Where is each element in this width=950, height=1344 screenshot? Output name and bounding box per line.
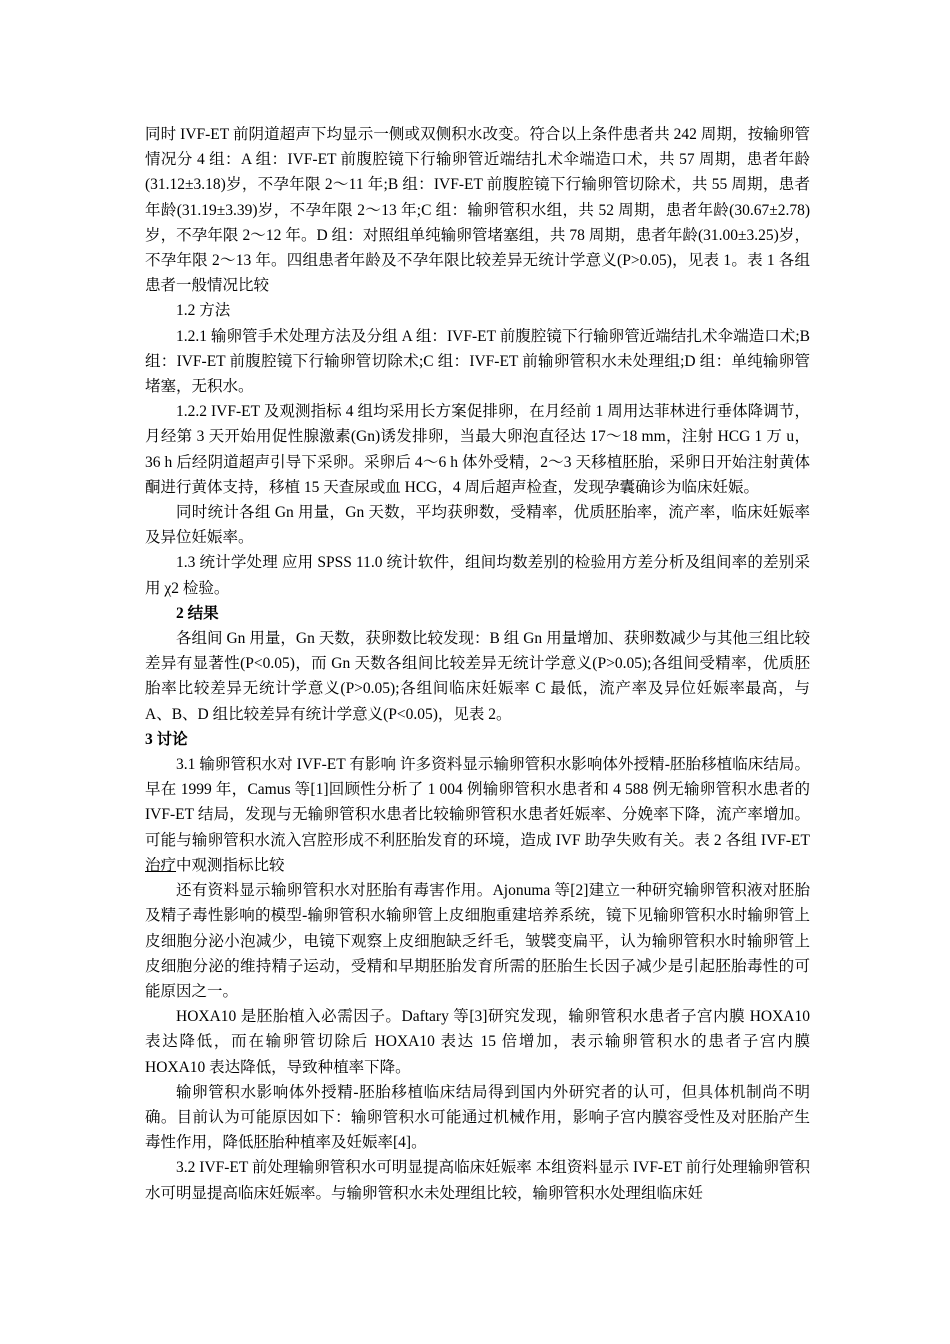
- paragraph-discussion-3-1-text: 3.1 输卵管积水对 IVF-ET 有影响 许多资料显示输卵管积水影响体外授精-胚胎移植临床结局。早在 1999 年，Camus 等[1]回顾性分析了 1 004 例输卵管积水患者和 4 588 例无输卵管积水患者的 IVF-ET 结局，发现与无输卵管积水患者比较输卵管积水患者妊娠率、分娩率下降，流产率增加。可能与输卵管积水流入宫腔形成不利胚胎发育的环境，造成 IVF 助孕失败有关。表 2 各组 IVF-ET: [145, 756, 810, 849]
- paragraph-statistics-items: 同时统计各组 Gn 用量，Gn 天数，平均获卵数，受精率，优质胚胎率，流产率，临床妊娠率及异位妊娠率。: [145, 504, 810, 547]
- treatment-link[interactable]: 治疗: [145, 856, 177, 874]
- section-heading-results: 2 结果: [176, 604, 219, 622]
- paragraph-embryo-toxicity: 还有资料显示输卵管积水对胚胎有毒害作用。Ajonuma 等[2]建立一种研究输卵管积液对胚胎及精子毒性影响的模型-输卵管积水输卵管上皮细胞重建培养系统，镜下见输卵管积水时输卵管上皮细胞分泌小泡减少，电镜下观察上皮细胞缺乏纤毛，皱襞变扁平，认为输卵管积水时输卵管上皮细胞分泌的维持精子运动，受精和早期胚胎发育所需的胚胎生长因子减少是引起胚胎毒性的可能原因之一。: [145, 882, 810, 1000]
- paragraph-results: 各组间 Gn 用量，Gn 天数，获卵数比较发现：B 组 Gn 用量增加、获卵数减少与其他三组比较差异有显著性(P<0.05)，而 Gn 天数各组间比较差异无统计学意义(P>0.05);各组间受精率，优质胚胎率比较差异无统计学意义(P>0.05);各组间临床妊娠率 C 最低，流产率及异位妊娠率最高，与 A、B、D 组比较差异有统计学意义(P<0.05)，见表 2。: [145, 630, 810, 723]
- paragraph-mechanism: 输卵管积水影响体外授精-胚胎移植临床结局得到国内外研究者的认可，但具体机制尚不明确。目前认为可能原因如下：输卵管积水可能通过机械作用，影响子宫内膜容受性及对胚胎产生毒性作用，降低胚胎种植率及妊娠率[4]。: [145, 1083, 810, 1152]
- section-heading-discussion: 3 讨论: [145, 730, 188, 748]
- paragraph-subjects: 同时 IVF-ET 前阴道超声下均显示一侧或双侧积水改变。符合以上条件患者共 242 周期，按输卵管情况分 4 组：A 组：IVF-ET 前腹腔镜下行输卵管近端结扎术伞端造口术，共 57 周期，患者年龄(31.12±3.18)岁，不孕年限 2～11 年;B 组：IVF-ET 前腹腔镜下行输卵管切除术，共 55 周期，患者年龄(31.19±3.39)岁，不孕年限 2～13 年;C 组：输卵管积水组，共 52 周期，患者年龄(30.67±2.78)岁，不孕年限 2～12 年。D 组：对照组单纯输卵管堵塞组，共 78 周期，患者年龄(31.00±3.25)岁，不孕年限 2～13 年。四组患者年龄及不孕年限比较差异无统计学意义(P>0.05)，见表 1。表 1 各组患者一般情况比较: [145, 126, 810, 295]
- paragraph-discussion-3-2: 3.2 IVF-ET 前处理输卵管积水可明显提高临床妊娠率 本组资料显示 IVF-ET 前行处理输卵管积水可明显提高临床妊娠率。与输卵管积水未处理组比较，输卵管积水处理组临床妊: [145, 1159, 810, 1202]
- paragraph-surgery-groups: 1.2.1 输卵管手术处理方法及分组 A 组：IVF-ET 前腹腔镜下行输卵管近端结扎术伞端造口术;B 组：IVF-ET 前腹腔镜下行输卵管切除术;C 组：IVF-ET 前输卵管积水未处理组;D 组：单纯输卵管堵塞，无积水。: [145, 327, 810, 396]
- table-2-caption-tail: 中观测指标比较: [176, 856, 285, 874]
- section-heading-methods: 1.2 方法: [176, 302, 231, 320]
- document-page: [145, 122, 810, 1206]
- paragraph-hoxa10: HOXA10 是胚胎植入必需因子。Daftary 等[3]研究发现，输卵管积水患者子宫内膜 HOXA10 表达降低，而在输卵管切除后 HOXA10 表达 15 倍增加，表示输卵管积水的患者子宫内膜 HOXA10 表达降低，导致种植率下降。: [145, 1008, 810, 1076]
- paragraph-statistical-method: 1.3 统计学处理 应用 SPSS 11.0 统计软件，组间均数差别的检验用方差分析及组间率的差别采用 χ2 检验。: [145, 554, 810, 597]
- paragraph-discussion-3-1: [145, 752, 810, 878]
- paragraph-ivf-indicators: 1.2.2 IVF-ET 及观测指标 4 组均采用长方案促排卵，在月经前 1 周用达菲林进行垂体降调节，月经第 3 天开始用促性腺激素(Gn)诱发排卵，当最大卵泡直径达 17～18 mm，注射 HCG 1 万 u，36 h 后经阴道超声引导下采卵。采卵后 4～6 h 体外受精，2～3 天移植胚胎，采卵日开始注射黄体酮进行黄体支持，移植 15 天查尿或血 HCG，4 周后超声检查，发现孕囊确诊为临床妊娠。: [145, 403, 810, 496]
